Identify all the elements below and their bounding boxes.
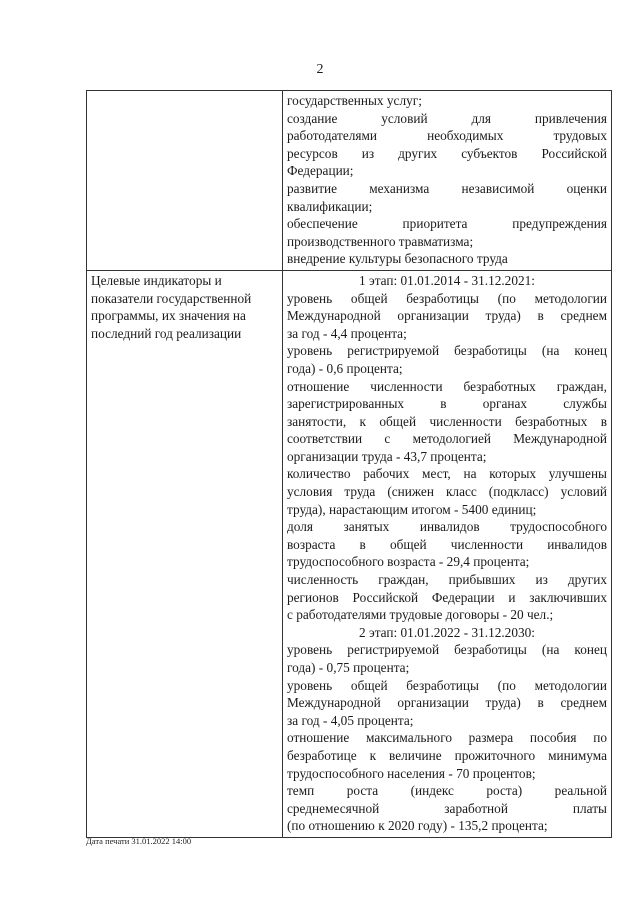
text-line: внедрение культуры безопасного труда bbox=[287, 251, 508, 267]
text-line: количество рабочих мест, на которых улучшены bbox=[287, 466, 607, 482]
text-line: года) - 0,75 процента; bbox=[287, 660, 410, 675]
text-line: государственных услуг; bbox=[287, 93, 422, 108]
text-line: Федерации; bbox=[287, 163, 354, 179]
table-row bbox=[87, 91, 612, 271]
text-line: с работодателями трудовые договоры - 20 чел.; bbox=[287, 607, 554, 623]
text-line: уровень общей безработицы (по методологии bbox=[287, 290, 607, 306]
text-line: за год - 4,4 процента; bbox=[287, 325, 407, 341]
text-line: Международной организации труда) в среднем bbox=[287, 695, 607, 711]
label-line: последний год реализации bbox=[91, 325, 242, 341]
text-line: 2 этап: 01.01.2022 - 31.12.2030: bbox=[359, 624, 535, 640]
text-line: отношение численности безработных граждан, bbox=[287, 378, 607, 394]
text-line: возраста в общей численности инвалидов bbox=[287, 536, 607, 552]
text-line: среднемесячной заработной платы bbox=[287, 800, 607, 816]
program-table bbox=[86, 90, 612, 838]
text-line: создание условий для привлечения bbox=[287, 110, 607, 126]
row2-right-cell bbox=[283, 270, 612, 837]
text-line: ресурсов из других субъектов Российской bbox=[287, 145, 607, 161]
label-line: показатели государственной bbox=[91, 290, 252, 306]
text-line: трудоспособного населения - 70 процентов; bbox=[287, 765, 536, 781]
text-line: отношение максимального размера пособия по bbox=[287, 730, 607, 746]
text-line: темп роста (индекс роста) реальной bbox=[287, 783, 607, 799]
row1-text bbox=[287, 92, 607, 268]
print-date: Дата печати 31.01.2022 14:00 bbox=[86, 836, 192, 846]
table-row bbox=[87, 270, 612, 837]
text-line: занятости, к общей численности безработных в bbox=[287, 413, 607, 429]
row1-right-cell bbox=[283, 91, 612, 271]
text-line: соответствии с методологией Международной bbox=[287, 431, 607, 447]
text-line: за год - 4,05 процента; bbox=[287, 712, 414, 728]
text-line: зарегистрированных в органах службы bbox=[287, 396, 607, 412]
text-line: организации труда - 43,7 процента; bbox=[287, 448, 487, 464]
text-line: 1 этап: 01.01.2014 - 31.12.2021: bbox=[359, 272, 535, 288]
text-line: уровень регистрируемой безработицы (на конец bbox=[287, 343, 607, 359]
text-line: труда), нарастающим итогом - 5400 единиц; bbox=[287, 501, 537, 517]
text-line: уровень общей безработицы (по методологии bbox=[287, 677, 607, 693]
text-line: работодателями необходимых трудовых bbox=[287, 128, 607, 144]
label-line: Целевые индикаторы и bbox=[91, 272, 222, 288]
text-line: производственного травматизма; bbox=[287, 233, 474, 249]
row1-left-cell bbox=[87, 91, 283, 271]
text-line: условия труда (снижен класс (подкласс) условий bbox=[287, 484, 607, 500]
text-line: численность граждан, прибывших из других bbox=[287, 572, 607, 588]
text-line: обеспечение приоритета предупреждения bbox=[287, 216, 607, 232]
text-line: Международной организации труда) в среднем bbox=[287, 308, 607, 324]
text-line: трудоспособного возраста - 29,4 процента; bbox=[287, 554, 530, 570]
text-line: развитие механизма независимой оценки bbox=[287, 180, 607, 196]
page-number: 2 bbox=[316, 62, 324, 77]
row2-left-cell bbox=[87, 270, 283, 837]
text-line: безработице к величине прожиточного минимума bbox=[287, 747, 607, 763]
text-line: доля занятых инвалидов трудоспособного bbox=[287, 519, 607, 535]
label-line: программы, их значения на bbox=[91, 308, 246, 324]
text-line: года) - 0,6 процента; bbox=[287, 360, 403, 376]
text-line: уровень регистрируемой безработицы (на конец bbox=[287, 642, 607, 658]
text-line: (по отношению к 2020 году) - 135,2 процента; bbox=[287, 818, 548, 834]
target-indicators-label bbox=[91, 272, 278, 342]
target-indicators-values bbox=[287, 272, 607, 835]
text-line: регионов Российской Федерации и заключивших bbox=[287, 589, 607, 605]
text-line: квалификации; bbox=[287, 198, 373, 214]
